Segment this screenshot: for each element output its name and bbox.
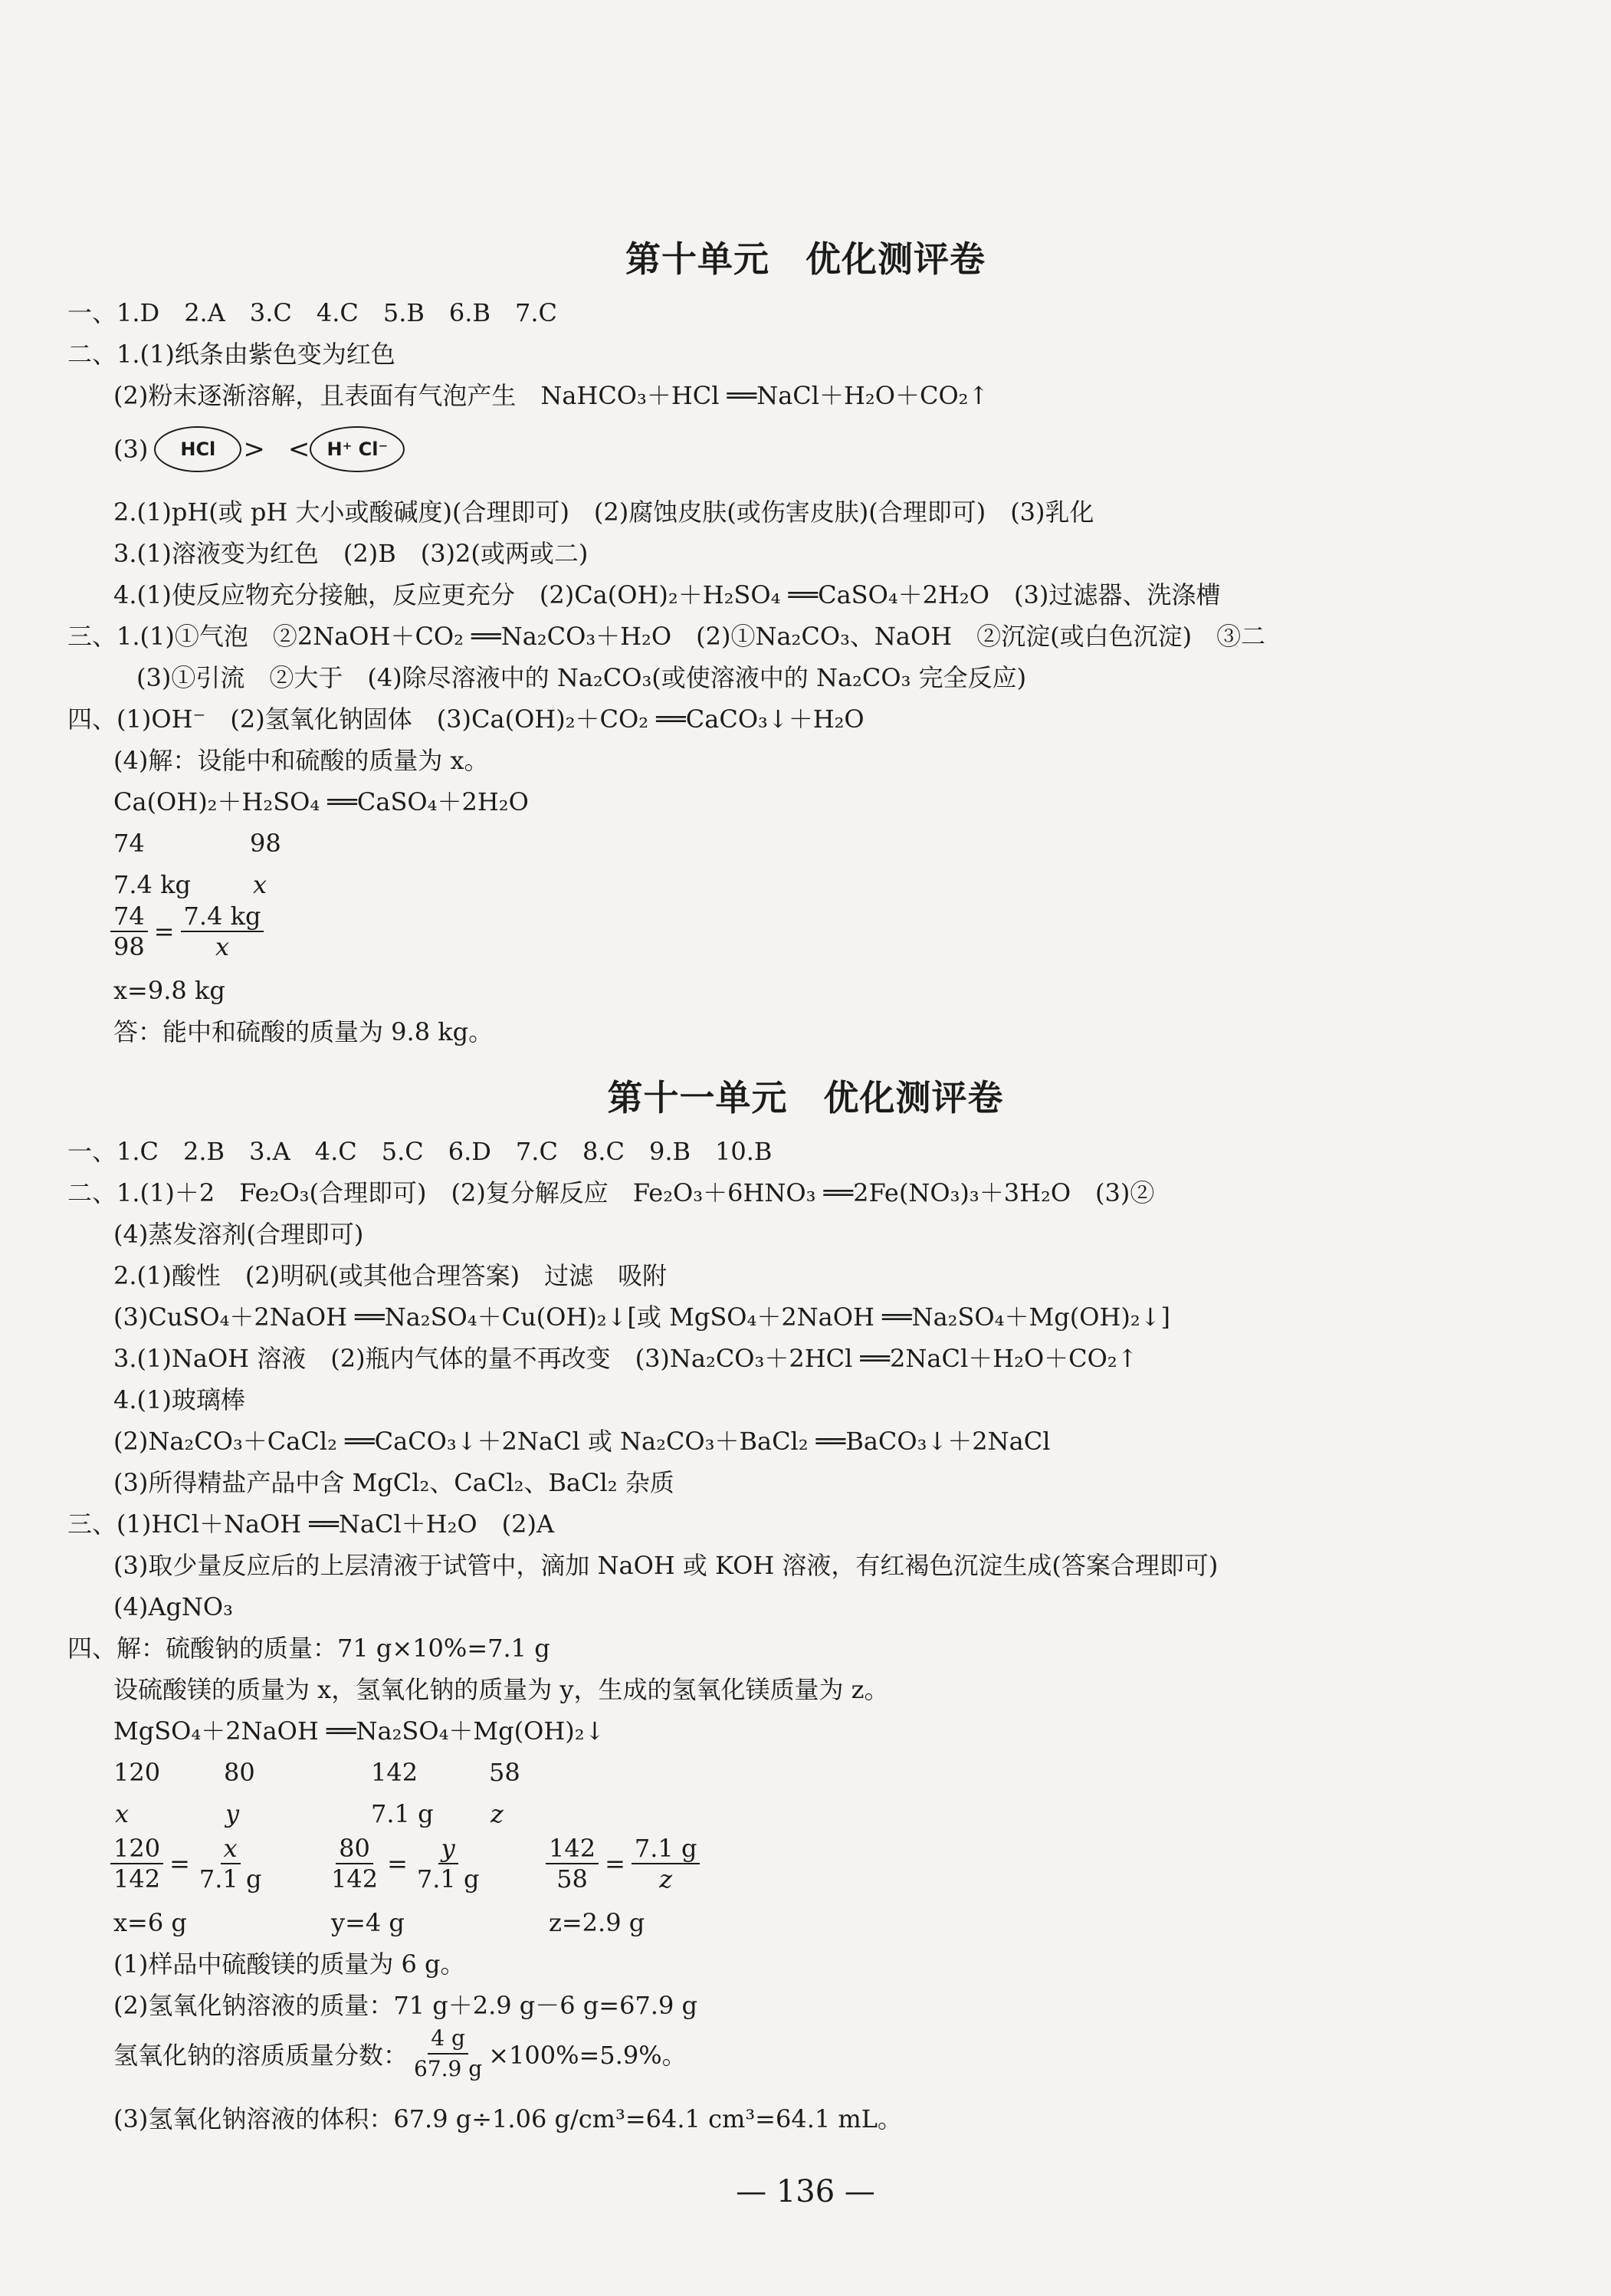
frac-numerator: 7.1 g [632, 1834, 701, 1864]
u11-q2-4-3: (3)所得精盐产品中含 MgCl₂、CaCl₂、BaCl₂ 杂质 [113, 1468, 674, 1497]
frac-denominator: 7.1 g [199, 1864, 262, 1894]
u11-answer-3: (3)氢氧化钠溶液的体积：67.9 g÷1.06 g/cm³=64.1 cm³=64.1 mL。 [113, 2104, 902, 2133]
equals-sign: = [387, 1849, 408, 1878]
u10-q3-2: (3)①引流 ②大于 (4)除尽溶液中的 Na₂CO₃(或使溶液中的 Na₂CO₃ 完全反应) [136, 663, 1027, 692]
frac-numerator: 7.4 kg [181, 902, 264, 932]
u10-q3-1: 三、1.(1)①气泡 ②2NaOH＋CO₂ ══Na₂CO₃＋H₂O (2)①Na₂CO₃、NaOH ②沉淀(或白色沉淀) ③二 [67, 622, 1266, 651]
mass-fraction-label: 氢氧化钠的溶质质量分数： [113, 2041, 408, 2070]
u10-q2-3: 3.(1)溶液变为红色 (2)B (3)2(或两或二) [113, 539, 589, 568]
u11-q4-let: 设硫酸镁的质量为 x，氢氧化钠的质量为 y，生成的氢氧化镁质量为 z。 [113, 1675, 889, 1704]
u10-answer: 答：能中和硫酸的质量为 9.8 kg。 [113, 1017, 494, 1046]
u10-equation: Ca(OH)₂＋H₂SO₄ ══CaSO₄＋2H₂O [113, 787, 529, 816]
u10-mass-74: 74 [113, 829, 145, 858]
frac-denominator: 142 [113, 1864, 161, 1894]
u11-q3-3: (3)取少量反应后的上层清液于试管中，滴加 NaOH 或 KOH 溶液，有红褐色沉淀生成(答案合理即可) [113, 1551, 1219, 1580]
u10-q2-1-1: 二、1.(1)纸条由紫色变为红色 [67, 340, 395, 369]
frac-denominator: x [215, 932, 230, 961]
frac-denominator: 58 [556, 1864, 588, 1894]
u11-proportion-x [107, 1834, 267, 1894]
u11-mass-80: 80 [224, 1758, 255, 1787]
u11-result-z: z=2.9 g [549, 1908, 645, 1937]
u11-var-71g: 7.1 g [371, 1799, 434, 1828]
arrow-left-icon: < [287, 434, 310, 465]
equals-sign: = [169, 1849, 190, 1878]
u11-answer-1: (1)样品中硫酸镁的质量为 6 g。 [113, 1949, 465, 1979]
u11-var-z: z [491, 1799, 504, 1828]
frac-numerator: 120 [110, 1834, 163, 1864]
equals-sign: = [605, 1849, 625, 1878]
u11-q4-intro: 四、解：硫酸钠的质量：71 g×10%=7.1 g [67, 1634, 550, 1663]
unit10-title: 第十单元 优化测评卷 [625, 238, 986, 280]
u11-result-y: y=4 g [331, 1908, 405, 1937]
u10-mass-98: 98 [250, 829, 281, 858]
u11-q2-3: 3.(1)NaOH 溶液 (2)瓶内气体的量不再改变 (3)Na₂CO₃＋2HCl ══2NaCl＋H₂O＋CO₂↑ [113, 1344, 1138, 1373]
arrow-icon: > [243, 434, 265, 465]
u11-q2-4: 4.(1)玻璃棒 [113, 1385, 245, 1414]
u11-q3-1: 三、(1)HCl＋NaOH ══NaCl＋H₂O (2)A [67, 1509, 555, 1539]
u11-mass-142: 142 [371, 1758, 418, 1787]
u11-q2-2: 2.(1)酸性 (2)明矾(或其他合理答案) 过滤 吸附 [113, 1261, 668, 1290]
frac-denominator: 98 [113, 932, 145, 961]
frac-numerator: x [221, 1834, 241, 1864]
u10-q2-1-3-label: (3) [113, 435, 149, 464]
u11-result-x: x=6 g [113, 1908, 187, 1937]
u11-equation: MgSO₄＋2NaOH ══Na₂SO₄＋Mg(OH)₂↓ [113, 1716, 605, 1746]
u10-proportion [107, 902, 267, 961]
u10-q4-4: (4)解：设能中和硫酸的质量为 x。 [113, 746, 489, 775]
frac-numerator: y [438, 1834, 458, 1864]
u11-q2-1-4: (4)蒸发溶剂(合理即可) [113, 1220, 364, 1249]
frac-numerator: 4 g [428, 2024, 468, 2055]
u11-mass-120: 120 [113, 1758, 161, 1787]
u10-mc-answers: 一、1.D 2.A 3.C 4.C 5.B 6.B 7.C [67, 298, 557, 327]
u10-value-x: x [253, 870, 267, 899]
hcl-ions-diagram: H⁺ Cl⁻ [310, 426, 405, 472]
frac-numerator: 80 [336, 1834, 373, 1864]
u10-q2-4: 4.(1)使反应物充分接触，反应更充分 (2)Ca(OH)₂＋H₂SO₄ ══CaSO₄＋2H₂O (3)过滤器、洗涤槽 [113, 580, 1221, 609]
u11-mass-fraction [113, 2024, 687, 2084]
u11-q2-1: 二、1.(1)＋2 Fe₂O₃(合理即可) (2)复分解反应 Fe₂O₃＋6HNO₃ ══2Fe(NO₃)₃＋3H₂O (3)② [67, 1178, 1155, 1207]
equals-sign: = [153, 917, 175, 946]
frac-denominator: 7.1 g [416, 1864, 480, 1894]
u11-answer-2: (2)氢氧化钠溶液的质量：71 g＋2.9 g－6 g=67.9 g [113, 1991, 697, 2020]
mass-fraction-result: ×100%=5.9%。 [488, 2041, 687, 2070]
u11-q2-2-3: (3)CuSO₄＋2NaOH ══Na₂SO₄＋Cu(OH)₂↓[或 MgSO₄＋2NaOH ══Na₂SO₄＋Mg(OH)₂↓] [113, 1302, 1170, 1332]
u10-value-74kg: 7.4 kg [113, 870, 191, 899]
u10-q4-1: 四、(1)OH⁻ (2)氢氧化钠固体 (3)Ca(OH)₂＋CO₂ ══CaCO₃↓＋H₂O [67, 705, 865, 734]
frac-numerator: 74 [110, 902, 148, 932]
u10-q2-1-2: (2)粉末逐渐溶解，且表面有气泡产生 NaHCO₃＋HCl ══NaCl＋H₂O＋CO₂↑ [113, 381, 989, 410]
u10-q2-1-3 [113, 426, 405, 472]
u11-q2-4-2: (2)Na₂CO₃＋CaCl₂ ══CaCO₃↓＋2NaCl 或 Na₂CO₃＋BaCl₂ ══BaCO₃↓＋2NaCl [113, 1427, 1051, 1456]
unit11-title: 第十一单元 优化测评卷 [607, 1077, 1004, 1118]
u11-var-x: x [115, 1799, 130, 1828]
frac-denominator: z [659, 1864, 673, 1894]
frac-denominator: 67.9 g [414, 2056, 483, 2081]
frac-denominator: 142 [331, 1864, 379, 1894]
u11-mass-58: 58 [489, 1758, 520, 1787]
u11-mc-answers: 一、1.C 2.B 3.A 4.C 5.C 6.D 7.C 8.C 9.B 10.B [67, 1137, 773, 1166]
u11-var-y: y [225, 1799, 240, 1828]
u11-q3-4: (4)AgNO₃ [113, 1592, 233, 1621]
u11-proportion-y [325, 1834, 485, 1894]
u11-proportion-z [543, 1834, 703, 1894]
page-number: — 136 — [736, 2174, 875, 2209]
u10-q2-2: 2.(1)pH(或 pH 大小或酸碱度)(合理即可) (2)腐蚀皮肤(或伤害皮肤)(合理即可) (3)乳化 [113, 498, 1094, 527]
u10-result: x=9.8 kg [113, 976, 225, 1005]
hcl-molecule-diagram: HCl [154, 426, 241, 472]
frac-numerator: 142 [546, 1834, 599, 1864]
